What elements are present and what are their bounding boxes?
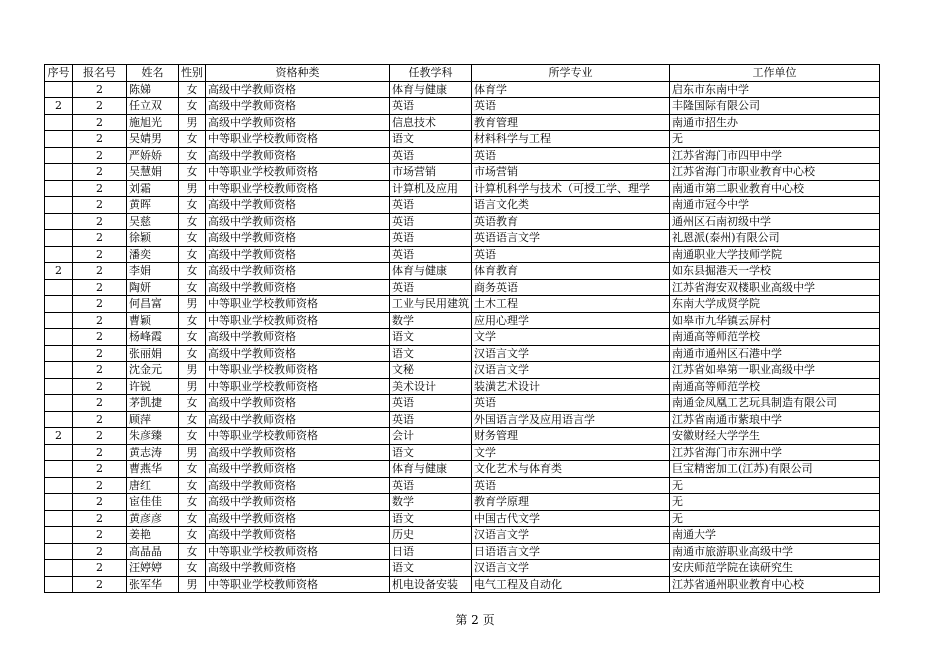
cell-seq bbox=[45, 213, 73, 230]
cell-seq bbox=[45, 114, 73, 131]
cell-subject: 计算机及应用 bbox=[390, 180, 472, 197]
cell-name: 朱彦臻 bbox=[127, 428, 179, 445]
cell-workplace: 南通高等师范学校 bbox=[670, 329, 880, 346]
cell-workplace: 安徽财经大学学生 bbox=[670, 428, 880, 445]
cell-name: 黄志涛 bbox=[127, 444, 179, 461]
cell-seq bbox=[45, 345, 73, 362]
cell-qualification: 中等职业学校教师资格 bbox=[206, 576, 390, 593]
header-row bbox=[45, 65, 880, 82]
cell-subject: 英语 bbox=[390, 213, 472, 230]
cell-subject: 语文 bbox=[390, 444, 472, 461]
cell-reg-no: 2 bbox=[73, 114, 127, 131]
table-row bbox=[45, 296, 880, 313]
table-row bbox=[45, 477, 880, 494]
cell-qualification: 高级中学教师资格 bbox=[206, 345, 390, 362]
cell-subject: 英语 bbox=[390, 147, 472, 164]
cell-subject: 日语 bbox=[390, 543, 472, 560]
cell-gender: 女 bbox=[179, 164, 206, 181]
cell-seq bbox=[45, 411, 73, 428]
cell-major: 外国语言学及应用语言学 bbox=[472, 411, 670, 428]
cell-seq bbox=[45, 312, 73, 329]
cell-workplace: 江苏省海门市东洲中学 bbox=[670, 444, 880, 461]
cell-qualification: 高级中学教师资格 bbox=[206, 444, 390, 461]
cell-qualification: 中等职业学校教师资格 bbox=[206, 543, 390, 560]
cell-subject: 语文 bbox=[390, 510, 472, 527]
cell-seq: 2 bbox=[45, 428, 73, 445]
cell-subject: 会计 bbox=[390, 428, 472, 445]
cell-seq bbox=[45, 296, 73, 313]
cell-major: 文化艺术与体育类 bbox=[472, 461, 670, 478]
cell-major: 计算机科学与技术（可授工学、理学 bbox=[472, 180, 670, 197]
cell-seq bbox=[45, 180, 73, 197]
column-header: 任教学科 bbox=[390, 65, 472, 82]
cell-gender: 女 bbox=[179, 98, 206, 115]
cell-major: 中国古代文学 bbox=[472, 510, 670, 527]
cell-qualification: 中等职业学校教师资格 bbox=[206, 362, 390, 379]
table-row bbox=[45, 345, 880, 362]
table-row bbox=[45, 494, 880, 511]
cell-major: 电气工程及自动化 bbox=[472, 576, 670, 593]
cell-gender: 女 bbox=[179, 395, 206, 412]
cell-name: 吴慈 bbox=[127, 213, 179, 230]
cell-subject: 英语 bbox=[390, 411, 472, 428]
cell-workplace: 安庆师范学院在读研究生 bbox=[670, 560, 880, 577]
cell-subject: 数学 bbox=[390, 494, 472, 511]
cell-qualification: 中等职业学校教师资格 bbox=[206, 312, 390, 329]
cell-workplace: 南通高等师范学校 bbox=[670, 378, 880, 395]
table-row bbox=[45, 263, 880, 280]
cell-subject: 英语 bbox=[390, 98, 472, 115]
table-row bbox=[45, 246, 880, 263]
cell-reg-no: 2 bbox=[73, 180, 127, 197]
cell-reg-no: 2 bbox=[73, 543, 127, 560]
cell-major: 英语 bbox=[472, 395, 670, 412]
cell-name: 高晶晶 bbox=[127, 543, 179, 560]
cell-seq bbox=[45, 576, 73, 593]
cell-major: 英语 bbox=[472, 246, 670, 263]
table-row bbox=[45, 362, 880, 379]
cell-gender: 女 bbox=[179, 494, 206, 511]
cell-workplace: 江苏省海门市四甲中学 bbox=[670, 147, 880, 164]
cell-gender: 男 bbox=[179, 180, 206, 197]
cell-workplace: 南通职业大学技师学院 bbox=[670, 246, 880, 263]
cell-seq bbox=[45, 131, 73, 148]
table-row bbox=[45, 576, 880, 593]
cell-gender: 男 bbox=[179, 114, 206, 131]
cell-major: 土木工程 bbox=[472, 296, 670, 313]
cell-workplace: 启东市东南中学 bbox=[670, 81, 880, 98]
cell-reg-no: 2 bbox=[73, 494, 127, 511]
cell-seq bbox=[45, 560, 73, 577]
cell-workplace: 无 bbox=[670, 494, 880, 511]
cell-major: 材料科学与工程 bbox=[472, 131, 670, 148]
cell-gender: 女 bbox=[179, 213, 206, 230]
cell-gender: 男 bbox=[179, 444, 206, 461]
cell-gender: 女 bbox=[179, 527, 206, 544]
cell-seq bbox=[45, 494, 73, 511]
cell-workplace: 无 bbox=[670, 131, 880, 148]
table-row bbox=[45, 98, 880, 115]
cell-major: 英语 bbox=[472, 98, 670, 115]
table-row bbox=[45, 197, 880, 214]
cell-workplace: 东南大学成贤学院 bbox=[670, 296, 880, 313]
cell-reg-no: 2 bbox=[73, 131, 127, 148]
cell-reg-no: 2 bbox=[73, 197, 127, 214]
column-header: 资格种类 bbox=[206, 65, 390, 82]
cell-major: 英语教育 bbox=[472, 213, 670, 230]
cell-seq bbox=[45, 329, 73, 346]
cell-gender: 女 bbox=[179, 246, 206, 263]
cell-workplace: 南通金凤凰工艺玩具制造有限公司 bbox=[670, 395, 880, 412]
cell-subject: 英语 bbox=[390, 230, 472, 247]
cell-name: 严娇娇 bbox=[127, 147, 179, 164]
cell-qualification: 高级中学教师资格 bbox=[206, 213, 390, 230]
cell-subject: 英语 bbox=[390, 246, 472, 263]
cell-major: 教育学原理 bbox=[472, 494, 670, 511]
cell-seq bbox=[45, 279, 73, 296]
cell-qualification: 高级中学教师资格 bbox=[206, 329, 390, 346]
cell-subject: 数学 bbox=[390, 312, 472, 329]
cell-reg-no: 2 bbox=[73, 345, 127, 362]
cell-name: 沈金元 bbox=[127, 362, 179, 379]
cell-seq bbox=[45, 197, 73, 214]
cell-subject: 信息技术 bbox=[390, 114, 472, 131]
cell-reg-no: 2 bbox=[73, 246, 127, 263]
cell-gender: 女 bbox=[179, 461, 206, 478]
cell-workplace: 南通市通州区石港中学 bbox=[670, 345, 880, 362]
cell-name: 黄晖 bbox=[127, 197, 179, 214]
cell-major: 文学 bbox=[472, 329, 670, 346]
cell-name: 吴慧娟 bbox=[127, 164, 179, 181]
table-row bbox=[45, 213, 880, 230]
cell-name: 任立双 bbox=[127, 98, 179, 115]
cell-name: 张丽娟 bbox=[127, 345, 179, 362]
cell-reg-no: 2 bbox=[73, 477, 127, 494]
cell-name: 曹燕华 bbox=[127, 461, 179, 478]
cell-seq bbox=[45, 164, 73, 181]
cell-subject: 市场营销 bbox=[390, 164, 472, 181]
cell-name: 刘霜 bbox=[127, 180, 179, 197]
column-header: 姓名 bbox=[127, 65, 179, 82]
cell-gender: 男 bbox=[179, 378, 206, 395]
table-row bbox=[45, 428, 880, 445]
cell-gender: 女 bbox=[179, 230, 206, 247]
cell-workplace: 如东县掘港天一学校 bbox=[670, 263, 880, 280]
cell-seq: 2 bbox=[45, 263, 73, 280]
cell-gender: 女 bbox=[179, 510, 206, 527]
cell-reg-no: 2 bbox=[73, 147, 127, 164]
cell-name: 顾萍 bbox=[127, 411, 179, 428]
cell-name: 许锐 bbox=[127, 378, 179, 395]
cell-gender: 女 bbox=[179, 81, 206, 98]
cell-major: 体育教育 bbox=[472, 263, 670, 280]
cell-reg-no: 2 bbox=[73, 230, 127, 247]
cell-reg-no: 2 bbox=[73, 444, 127, 461]
cell-reg-no: 2 bbox=[73, 527, 127, 544]
cell-gender: 女 bbox=[179, 411, 206, 428]
cell-subject: 机电设备安装 bbox=[390, 576, 472, 593]
cell-workplace: 南通市旅游职业高级中学 bbox=[670, 543, 880, 560]
cell-subject: 英语 bbox=[390, 279, 472, 296]
table-row bbox=[45, 164, 880, 181]
cell-subject: 体育与健康 bbox=[390, 81, 472, 98]
cell-qualification: 高级中学教师资格 bbox=[206, 461, 390, 478]
cell-qualification: 高级中学教师资格 bbox=[206, 246, 390, 263]
table-row bbox=[45, 395, 880, 412]
cell-subject: 语文 bbox=[390, 329, 472, 346]
cell-reg-no: 2 bbox=[73, 428, 127, 445]
cell-reg-no: 2 bbox=[73, 510, 127, 527]
cell-reg-no: 2 bbox=[73, 411, 127, 428]
cell-reg-no: 2 bbox=[73, 164, 127, 181]
cell-major: 文学 bbox=[472, 444, 670, 461]
cell-workplace: 江苏省如皋第一职业高级中学 bbox=[670, 362, 880, 379]
cell-seq bbox=[45, 246, 73, 263]
cell-qualification: 中等职业学校教师资格 bbox=[206, 296, 390, 313]
table-row bbox=[45, 560, 880, 577]
cell-workplace: 无 bbox=[670, 510, 880, 527]
table-row bbox=[45, 131, 880, 148]
cell-workplace: 无 bbox=[670, 477, 880, 494]
table-row bbox=[45, 444, 880, 461]
cell-name: 张军华 bbox=[127, 576, 179, 593]
cell-qualification: 中等职业学校教师资格 bbox=[206, 180, 390, 197]
cell-reg-no: 2 bbox=[73, 395, 127, 412]
cell-subject: 英语 bbox=[390, 477, 472, 494]
cell-reg-no: 2 bbox=[73, 378, 127, 395]
cell-name: 茅凯捷 bbox=[127, 395, 179, 412]
cell-major: 英语 bbox=[472, 147, 670, 164]
cell-qualification: 中等职业学校教师资格 bbox=[206, 131, 390, 148]
cell-workplace: 南通市冠今中学 bbox=[670, 197, 880, 214]
cell-seq bbox=[45, 395, 73, 412]
cell-major: 汉语言文学 bbox=[472, 527, 670, 544]
cell-major: 体育学 bbox=[472, 81, 670, 98]
cell-subject: 语文 bbox=[390, 131, 472, 148]
page-footer: 第 2 页 bbox=[455, 613, 495, 627]
cell-seq bbox=[45, 230, 73, 247]
cell-reg-no: 2 bbox=[73, 296, 127, 313]
cell-workplace: 通州区石南初级中学 bbox=[670, 213, 880, 230]
cell-workplace: 如皋市九华镇云屏村 bbox=[670, 312, 880, 329]
cell-seq bbox=[45, 527, 73, 544]
cell-seq bbox=[45, 477, 73, 494]
cell-name: 汪婷婷 bbox=[127, 560, 179, 577]
cell-gender: 女 bbox=[179, 428, 206, 445]
table-row bbox=[45, 411, 880, 428]
cell-reg-no: 2 bbox=[73, 560, 127, 577]
cell-gender: 女 bbox=[179, 477, 206, 494]
cell-qualification: 中等职业学校教师资格 bbox=[206, 428, 390, 445]
cell-workplace: 礼恩派(泰州)有限公司 bbox=[670, 230, 880, 247]
table-row bbox=[45, 378, 880, 395]
cell-reg-no: 2 bbox=[73, 461, 127, 478]
cell-name: 唐红 bbox=[127, 477, 179, 494]
cell-reg-no: 2 bbox=[73, 98, 127, 115]
cell-seq bbox=[45, 543, 73, 560]
cell-workplace: 江苏省海门市职业教育中心校 bbox=[670, 164, 880, 181]
cell-gender: 男 bbox=[179, 362, 206, 379]
cell-major: 英语语言文学 bbox=[472, 230, 670, 247]
cell-major: 英语 bbox=[472, 477, 670, 494]
table-row bbox=[45, 147, 880, 164]
cell-seq bbox=[45, 81, 73, 98]
cell-gender: 女 bbox=[179, 131, 206, 148]
cell-subject: 历史 bbox=[390, 527, 472, 544]
cell-name: 黄彦彦 bbox=[127, 510, 179, 527]
table-row bbox=[45, 510, 880, 527]
cell-qualification: 高级中学教师资格 bbox=[206, 114, 390, 131]
cell-workplace: 南通大学 bbox=[670, 527, 880, 544]
cell-seq bbox=[45, 444, 73, 461]
column-header: 性别 bbox=[179, 65, 206, 82]
cell-qualification: 高级中学教师资格 bbox=[206, 279, 390, 296]
cell-subject: 文秘 bbox=[390, 362, 472, 379]
cell-major: 装潢艺术设计 bbox=[472, 378, 670, 395]
table-row bbox=[45, 527, 880, 544]
cell-name: 吴婧男 bbox=[127, 131, 179, 148]
cell-gender: 女 bbox=[179, 263, 206, 280]
cell-qualification: 高级中学教师资格 bbox=[206, 395, 390, 412]
cell-workplace: 丰隆国际有限公司 bbox=[670, 98, 880, 115]
cell-reg-no: 2 bbox=[73, 263, 127, 280]
cell-subject: 工业与民用建筑 bbox=[390, 296, 472, 313]
cell-workplace: 南通市第二职业教育中心校 bbox=[670, 180, 880, 197]
cell-gender: 女 bbox=[179, 560, 206, 577]
cell-seq bbox=[45, 378, 73, 395]
cell-major: 应用心理学 bbox=[472, 312, 670, 329]
cell-name: 宦佳佳 bbox=[127, 494, 179, 511]
cell-gender: 女 bbox=[179, 543, 206, 560]
cell-gender: 女 bbox=[179, 329, 206, 346]
cell-workplace: 南通市招生办 bbox=[670, 114, 880, 131]
cell-qualification: 高级中学教师资格 bbox=[206, 510, 390, 527]
cell-gender: 女 bbox=[179, 147, 206, 164]
cell-qualification: 高级中学教师资格 bbox=[206, 560, 390, 577]
cell-name: 潘奕 bbox=[127, 246, 179, 263]
cell-reg-no: 2 bbox=[73, 362, 127, 379]
cell-workplace: 江苏省南通市紫琅中学 bbox=[670, 411, 880, 428]
table-row bbox=[45, 461, 880, 478]
cell-gender: 女 bbox=[179, 312, 206, 329]
cell-major: 市场营销 bbox=[472, 164, 670, 181]
cell-qualification: 高级中学教师资格 bbox=[206, 263, 390, 280]
cell-qualification: 高级中学教师资格 bbox=[206, 411, 390, 428]
cell-reg-no: 2 bbox=[73, 329, 127, 346]
cell-gender: 男 bbox=[179, 296, 206, 313]
cell-reg-no: 2 bbox=[73, 312, 127, 329]
table-row bbox=[45, 81, 880, 98]
cell-subject: 英语 bbox=[390, 395, 472, 412]
cell-major: 财务管理 bbox=[472, 428, 670, 445]
cell-seq bbox=[45, 510, 73, 527]
column-header: 序号 bbox=[45, 65, 73, 82]
cell-major: 汉语言文学 bbox=[472, 362, 670, 379]
roster-table bbox=[44, 64, 880, 593]
cell-workplace: 江苏省海安双楼职业高级中学 bbox=[670, 279, 880, 296]
cell-major: 商务英语 bbox=[472, 279, 670, 296]
cell-name: 曹颖 bbox=[127, 312, 179, 329]
cell-reg-no: 2 bbox=[73, 81, 127, 98]
cell-qualification: 高级中学教师资格 bbox=[206, 98, 390, 115]
table-row bbox=[45, 312, 880, 329]
table-row bbox=[45, 230, 880, 247]
cell-gender: 女 bbox=[179, 279, 206, 296]
cell-seq bbox=[45, 461, 73, 478]
cell-subject: 美术设计 bbox=[390, 378, 472, 395]
cell-qualification: 高级中学教师资格 bbox=[206, 81, 390, 98]
table-row bbox=[45, 279, 880, 296]
cell-major: 教育管理 bbox=[472, 114, 670, 131]
table-row bbox=[45, 114, 880, 131]
column-header: 所学专业 bbox=[472, 65, 670, 82]
cell-subject: 英语 bbox=[390, 197, 472, 214]
cell-name: 姜艳 bbox=[127, 527, 179, 544]
table-body bbox=[45, 81, 880, 593]
cell-name: 杨峰霞 bbox=[127, 329, 179, 346]
cell-name: 陈娣 bbox=[127, 81, 179, 98]
cell-name: 徐颖 bbox=[127, 230, 179, 247]
cell-qualification: 中等职业学校教师资格 bbox=[206, 378, 390, 395]
cell-major: 汉语言文学 bbox=[472, 345, 670, 362]
cell-workplace: 巨宝精密加工(江苏)有限公司 bbox=[670, 461, 880, 478]
cell-qualification: 中等职业学校教师资格 bbox=[206, 164, 390, 181]
column-header: 工作单位 bbox=[670, 65, 880, 82]
cell-name: 何昌富 bbox=[127, 296, 179, 313]
cell-major: 日语语言文学 bbox=[472, 543, 670, 560]
cell-qualification: 高级中学教师资格 bbox=[206, 230, 390, 247]
cell-qualification: 高级中学教师资格 bbox=[206, 477, 390, 494]
cell-seq bbox=[45, 147, 73, 164]
cell-subject: 语文 bbox=[390, 345, 472, 362]
cell-qualification: 高级中学教师资格 bbox=[206, 147, 390, 164]
cell-gender: 男 bbox=[179, 576, 206, 593]
cell-gender: 女 bbox=[179, 197, 206, 214]
table-row bbox=[45, 180, 880, 197]
column-header: 报名号 bbox=[73, 65, 127, 82]
cell-reg-no: 2 bbox=[73, 213, 127, 230]
cell-workplace: 江苏省通州职业教育中心校 bbox=[670, 576, 880, 593]
cell-major: 汉语言文学 bbox=[472, 560, 670, 577]
cell-subject: 体育与健康 bbox=[390, 461, 472, 478]
table-row bbox=[45, 329, 880, 346]
cell-reg-no: 2 bbox=[73, 576, 127, 593]
cell-name: 施旭光 bbox=[127, 114, 179, 131]
cell-gender: 女 bbox=[179, 345, 206, 362]
cell-subject: 体育与健康 bbox=[390, 263, 472, 280]
table-row bbox=[45, 543, 880, 560]
cell-seq: 2 bbox=[45, 98, 73, 115]
cell-qualification: 高级中学教师资格 bbox=[206, 197, 390, 214]
cell-name: 陶妍 bbox=[127, 279, 179, 296]
cell-name: 李娟 bbox=[127, 263, 179, 280]
cell-subject: 语文 bbox=[390, 560, 472, 577]
cell-qualification: 高级中学教师资格 bbox=[206, 494, 390, 511]
cell-major: 语言文化类 bbox=[472, 197, 670, 214]
cell-seq bbox=[45, 362, 73, 379]
cell-reg-no: 2 bbox=[73, 279, 127, 296]
cell-qualification: 高级中学教师资格 bbox=[206, 527, 390, 544]
